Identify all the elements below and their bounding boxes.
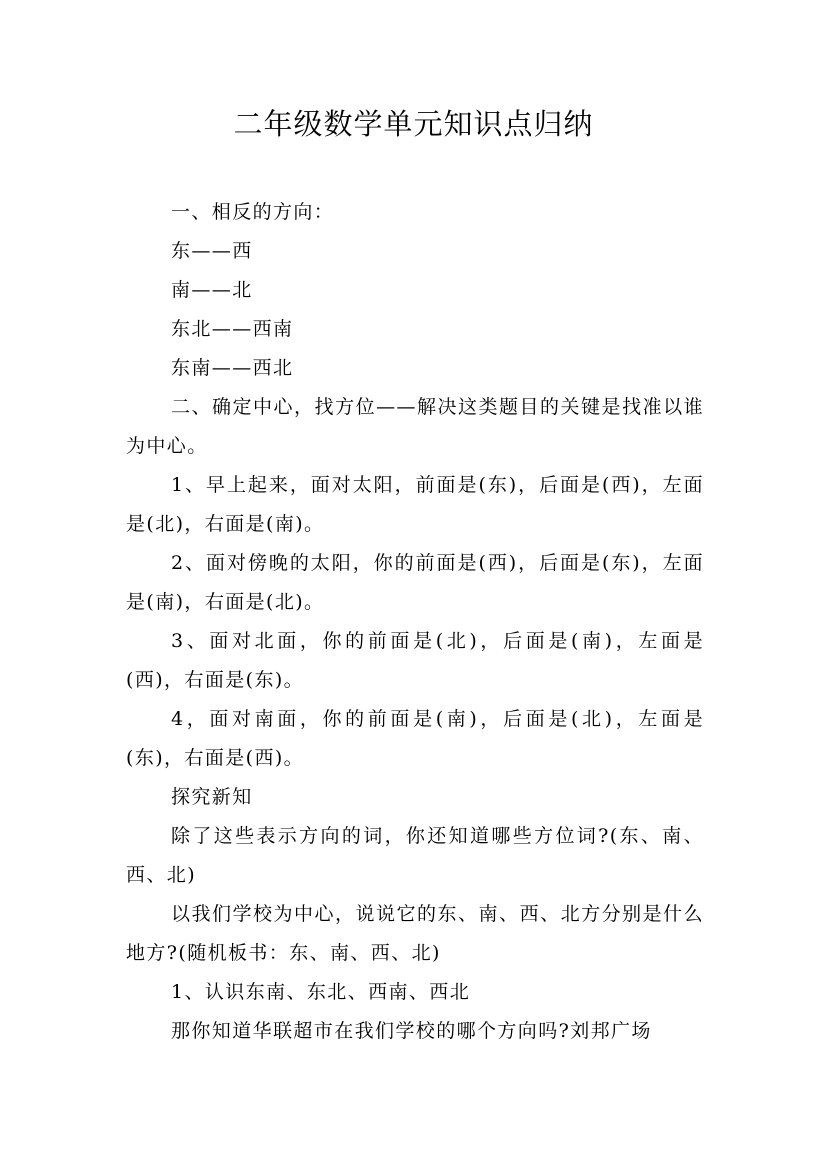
paragraph-direction-words: 除了这些表示方向的词，你还知道哪些方位词?(东、南、西、北)	[126, 825, 704, 886]
direction-pair-northeast-southwest: 东北——西南	[171, 318, 294, 340]
section-heading-explore: 探究新知	[171, 786, 253, 808]
paragraph-school-center: 以我们学校为中心，说说它的东、南、西、北方分别是什么地方?(随机板书：东、南、西、北)	[126, 903, 704, 964]
direction-pair-east-west: 东——西	[171, 240, 253, 262]
subheading-intercardinal: 1、认识东南、东北、西南、西北	[171, 981, 471, 1003]
document-title: 二年级数学单元知识点归纳	[233, 107, 594, 141]
document-body	[126, 193, 704, 1051]
paragraph-supermarket-question: 那你知道华联超市在我们学校的哪个方向吗?刘邦广场	[171, 1020, 652, 1042]
direction-pair-southeast-northwest: 东南——西北	[171, 357, 294, 379]
example-item-2: 2、面对傍晚的太阳，你的前面是(西)，后面是(东)，左面是(南)，右面是(北)。	[126, 552, 704, 613]
example-item-4: 4，面对南面，你的前面是(南)，后面是(北)，左面是(东)，右面是(西)。	[126, 708, 704, 769]
example-item-1: 1、早上起来，面对太阳，前面是(东)，后面是(西)，左面是(北)，右面是(南)。	[126, 474, 704, 535]
section-heading-opposite-directions: 一、相反的方向：	[171, 201, 335, 223]
section-heading-find-center: 二、确定中心，找方位——解决这类题目的关键是找准以谁为中心。	[126, 396, 704, 457]
example-item-3: 3、面对北面，你的前面是(北)，后面是(南)，左面是(西)，右面是(东)。	[126, 630, 704, 691]
direction-pair-south-north: 南——北	[171, 279, 253, 301]
